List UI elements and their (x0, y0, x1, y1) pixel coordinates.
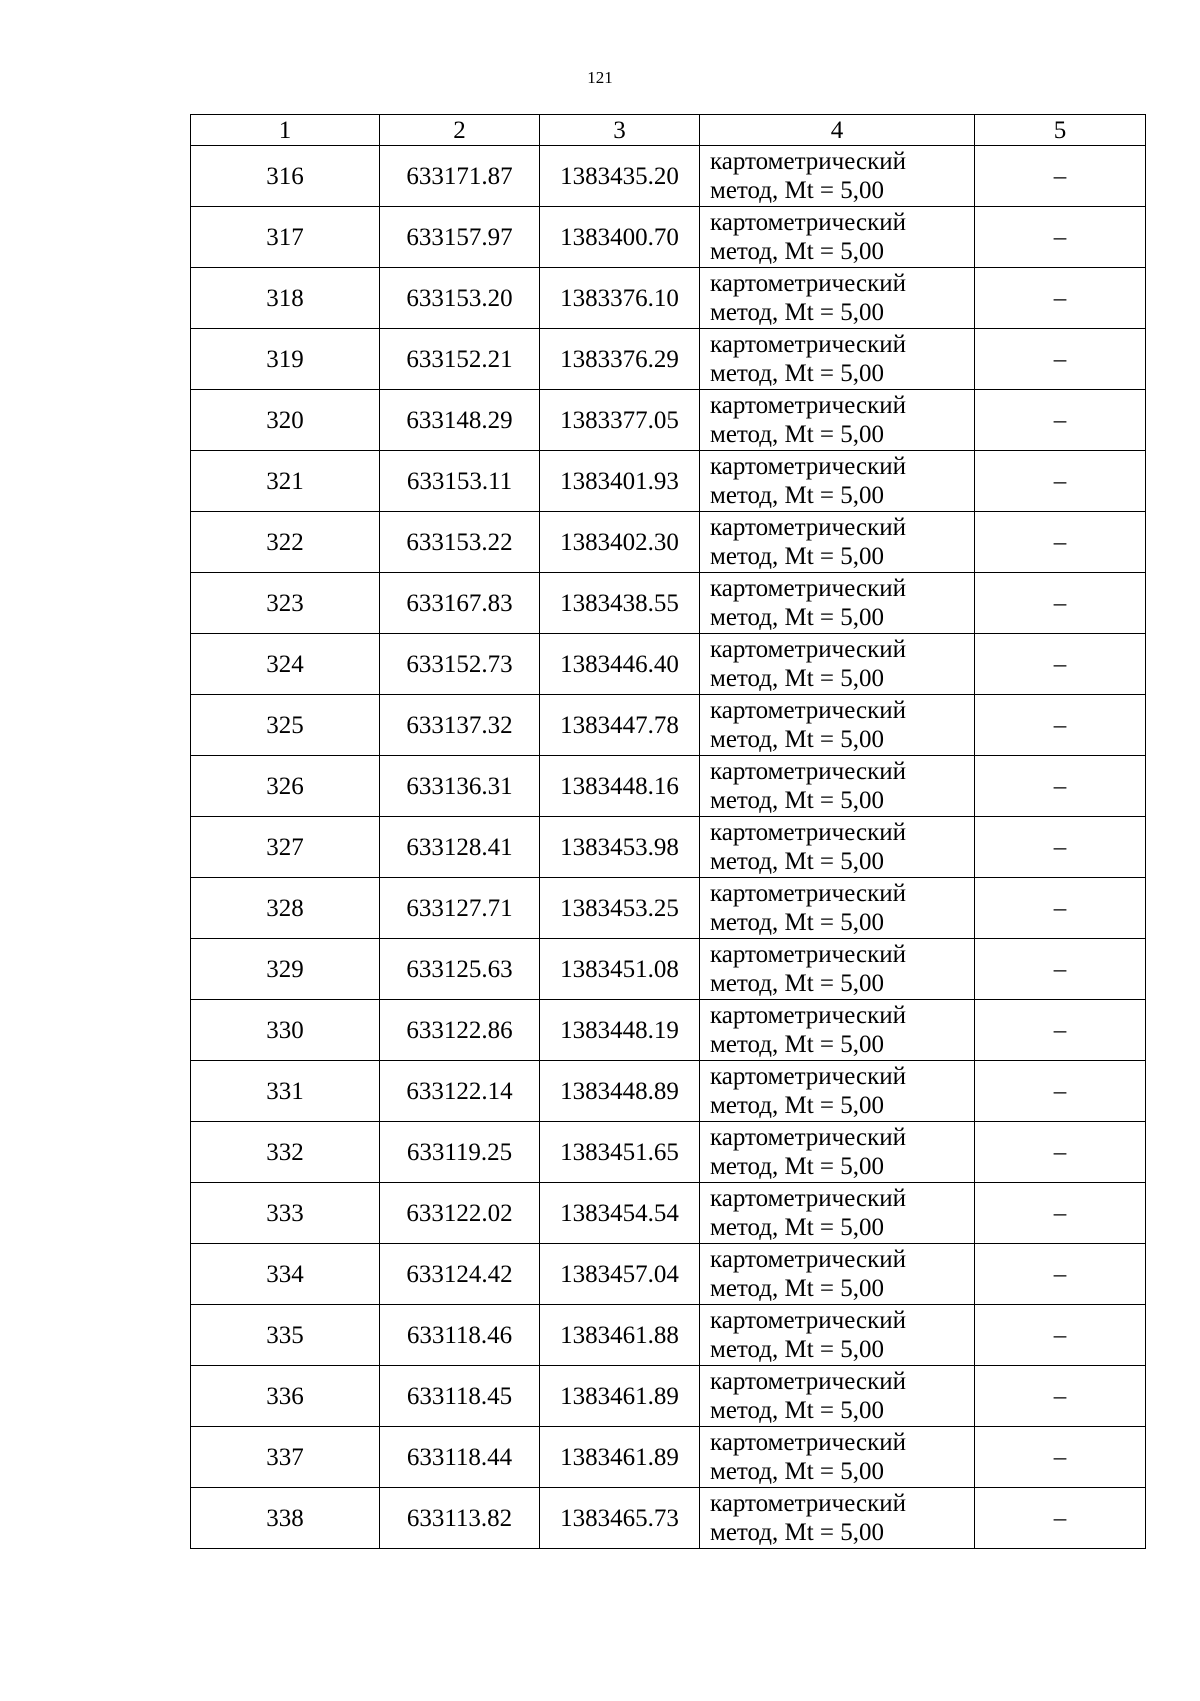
method-line-1: картометрический (710, 270, 906, 297)
method-cell (700, 573, 975, 634)
x-coordinate-cell: 633122.86 (380, 1000, 540, 1061)
point-number-cell: 324 (191, 634, 380, 695)
table-row (191, 573, 1146, 634)
note-cell: – (975, 268, 1146, 329)
note-cell: – (975, 146, 1146, 207)
method-cell (700, 207, 975, 268)
method-line-2: метод, Mt = 5,00 (710, 543, 885, 570)
method-line-2: метод, Mt = 5,00 (710, 848, 885, 875)
table-row (191, 1366, 1146, 1427)
method-cell (700, 695, 975, 756)
method-line-2: метод, Mt = 5,00 (710, 1458, 885, 1485)
column-header: 3 (540, 115, 700, 146)
note-cell: – (975, 1061, 1146, 1122)
point-number-cell: 320 (191, 390, 380, 451)
table-row (191, 695, 1146, 756)
x-coordinate-cell: 633124.42 (380, 1244, 540, 1305)
point-number-cell: 319 (191, 329, 380, 390)
method-cell (700, 1000, 975, 1061)
y-coordinate-cell: 1383451.08 (540, 939, 700, 1000)
y-coordinate-cell: 1383448.19 (540, 1000, 700, 1061)
y-coordinate-cell: 1383465.73 (540, 1488, 700, 1549)
note-cell: – (975, 878, 1146, 939)
note-cell: – (975, 512, 1146, 573)
table-header-row (191, 115, 1146, 146)
note-cell: – (975, 634, 1146, 695)
method-line-1: картометрический (710, 453, 906, 480)
y-coordinate-cell: 1383377.05 (540, 390, 700, 451)
x-coordinate-cell: 633171.87 (380, 146, 540, 207)
x-coordinate-cell: 633127.71 (380, 878, 540, 939)
point-number-cell: 326 (191, 756, 380, 817)
method-cell (700, 939, 975, 1000)
x-coordinate-cell: 633152.21 (380, 329, 540, 390)
table-row (191, 817, 1146, 878)
table-body (191, 146, 1146, 1549)
method-cell (700, 634, 975, 695)
y-coordinate-cell: 1383448.89 (540, 1061, 700, 1122)
x-coordinate-cell: 633118.44 (380, 1427, 540, 1488)
point-number-cell: 323 (191, 573, 380, 634)
method-cell (700, 1366, 975, 1427)
method-line-2: метод, Mt = 5,00 (710, 1336, 885, 1363)
point-number-cell: 333 (191, 1183, 380, 1244)
note-cell: – (975, 1427, 1146, 1488)
table-row (191, 146, 1146, 207)
y-coordinate-cell: 1383451.65 (540, 1122, 700, 1183)
method-line-2: метод, Mt = 5,00 (710, 604, 885, 631)
column-header: 5 (975, 115, 1146, 146)
x-coordinate-cell: 633128.41 (380, 817, 540, 878)
note-cell: – (975, 1305, 1146, 1366)
method-line-1: картометрический (710, 1429, 906, 1456)
note-cell: – (975, 451, 1146, 512)
method-line-1: картометрический (710, 880, 906, 907)
note-cell: – (975, 756, 1146, 817)
point-number-cell: 321 (191, 451, 380, 512)
table-row (191, 512, 1146, 573)
method-cell (700, 512, 975, 573)
x-coordinate-cell: 633119.25 (380, 1122, 540, 1183)
point-number-cell: 316 (191, 146, 380, 207)
method-line-1: картометрический (710, 1307, 906, 1334)
table-row (191, 207, 1146, 268)
point-number-cell: 325 (191, 695, 380, 756)
point-number-cell: 337 (191, 1427, 380, 1488)
table-row (191, 1244, 1146, 1305)
coordinates-table (190, 114, 1146, 1549)
note-cell: – (975, 390, 1146, 451)
point-number-cell: 336 (191, 1366, 380, 1427)
y-coordinate-cell: 1383461.89 (540, 1366, 700, 1427)
x-coordinate-cell: 633122.02 (380, 1183, 540, 1244)
method-line-1: картометрический (710, 1124, 906, 1151)
method-cell (700, 146, 975, 207)
method-line-2: метод, Mt = 5,00 (710, 1031, 885, 1058)
y-coordinate-cell: 1383435.20 (540, 146, 700, 207)
table-row (191, 756, 1146, 817)
method-line-2: метод, Mt = 5,00 (710, 909, 885, 936)
x-coordinate-cell: 633167.83 (380, 573, 540, 634)
table-row (191, 329, 1146, 390)
note-cell: – (975, 1244, 1146, 1305)
x-coordinate-cell: 633118.45 (380, 1366, 540, 1427)
method-line-2: метод, Mt = 5,00 (710, 1519, 885, 1546)
method-line-1: картометрический (710, 1063, 906, 1090)
method-line-1: картометрический (710, 514, 906, 541)
method-line-2: метод, Mt = 5,00 (710, 482, 885, 509)
note-cell: – (975, 939, 1146, 1000)
column-header: 2 (380, 115, 540, 146)
table-row (191, 268, 1146, 329)
table-row (191, 634, 1146, 695)
x-coordinate-cell: 633122.14 (380, 1061, 540, 1122)
point-number-cell: 331 (191, 1061, 380, 1122)
note-cell: – (975, 817, 1146, 878)
method-line-1: картометрический (710, 1368, 906, 1395)
method-line-1: картометрический (710, 636, 906, 663)
method-line-2: метод, Mt = 5,00 (710, 665, 885, 692)
method-cell (700, 1305, 975, 1366)
note-cell: – (975, 695, 1146, 756)
y-coordinate-cell: 1383454.54 (540, 1183, 700, 1244)
method-cell (700, 1122, 975, 1183)
table-row (191, 1427, 1146, 1488)
point-number-cell: 329 (191, 939, 380, 1000)
method-line-1: картометрический (710, 392, 906, 419)
y-coordinate-cell: 1383400.70 (540, 207, 700, 268)
note-cell: – (975, 1366, 1146, 1427)
method-cell (700, 1488, 975, 1549)
point-number-cell: 328 (191, 878, 380, 939)
y-coordinate-cell: 1383401.93 (540, 451, 700, 512)
note-cell: – (975, 1183, 1146, 1244)
table-row (191, 451, 1146, 512)
y-coordinate-cell: 1383376.10 (540, 268, 700, 329)
note-cell: – (975, 1122, 1146, 1183)
y-coordinate-cell: 1383453.98 (540, 817, 700, 878)
table-row (191, 1305, 1146, 1366)
method-line-1: картометрический (710, 1490, 906, 1517)
column-header: 1 (191, 115, 380, 146)
note-cell: – (975, 207, 1146, 268)
method-line-1: картометрический (710, 209, 906, 236)
method-line-1: картометрический (710, 819, 906, 846)
method-line-1: картометрический (710, 1002, 906, 1029)
method-cell (700, 451, 975, 512)
point-number-cell: 318 (191, 268, 380, 329)
x-coordinate-cell: 633153.11 (380, 451, 540, 512)
method-line-1: картометрический (710, 941, 906, 968)
point-number-cell: 327 (191, 817, 380, 878)
note-cell: – (975, 573, 1146, 634)
column-header: 4 (700, 115, 975, 146)
method-cell (700, 329, 975, 390)
x-coordinate-cell: 633153.20 (380, 268, 540, 329)
method-line-1: картометрический (710, 1246, 906, 1273)
method-line-1: картометрический (710, 331, 906, 358)
point-number-cell: 332 (191, 1122, 380, 1183)
y-coordinate-cell: 1383402.30 (540, 512, 700, 573)
table-row (191, 1122, 1146, 1183)
method-cell (700, 390, 975, 451)
point-number-cell: 322 (191, 512, 380, 573)
y-coordinate-cell: 1383438.55 (540, 573, 700, 634)
method-line-2: метод, Mt = 5,00 (710, 238, 885, 265)
method-cell (700, 1244, 975, 1305)
point-number-cell: 335 (191, 1305, 380, 1366)
table-row (191, 1000, 1146, 1061)
table-row (191, 390, 1146, 451)
y-coordinate-cell: 1383461.89 (540, 1427, 700, 1488)
point-number-cell: 330 (191, 1000, 380, 1061)
method-cell (700, 817, 975, 878)
y-coordinate-cell: 1383453.25 (540, 878, 700, 939)
x-coordinate-cell: 633125.63 (380, 939, 540, 1000)
method-cell (700, 1183, 975, 1244)
page-number: 121 (587, 68, 613, 87)
method-cell (700, 1061, 975, 1122)
method-line-2: метод, Mt = 5,00 (710, 1397, 885, 1424)
note-cell: – (975, 1488, 1146, 1549)
y-coordinate-cell: 1383448.16 (540, 756, 700, 817)
method-line-1: картометрический (710, 575, 906, 602)
method-line-2: метод, Mt = 5,00 (710, 1275, 885, 1302)
x-coordinate-cell: 633152.73 (380, 634, 540, 695)
method-line-2: метод, Mt = 5,00 (710, 1153, 885, 1180)
method-line-2: метод, Mt = 5,00 (710, 177, 885, 204)
note-cell: – (975, 1000, 1146, 1061)
y-coordinate-cell: 1383461.88 (540, 1305, 700, 1366)
method-line-2: метод, Mt = 5,00 (710, 726, 885, 753)
x-coordinate-cell: 633118.46 (380, 1305, 540, 1366)
x-coordinate-cell: 633136.31 (380, 756, 540, 817)
method-cell (700, 1427, 975, 1488)
x-coordinate-cell: 633137.32 (380, 695, 540, 756)
y-coordinate-cell: 1383457.04 (540, 1244, 700, 1305)
method-line-1: картометрический (710, 697, 906, 724)
point-number-cell: 338 (191, 1488, 380, 1549)
point-number-cell: 334 (191, 1244, 380, 1305)
point-number-cell: 317 (191, 207, 380, 268)
method-line-2: метод, Mt = 5,00 (710, 1214, 885, 1241)
table-row (191, 1488, 1146, 1549)
method-line-2: метод, Mt = 5,00 (710, 421, 885, 448)
method-line-2: метод, Mt = 5,00 (710, 299, 885, 326)
x-coordinate-cell: 633148.29 (380, 390, 540, 451)
table-row (191, 1061, 1146, 1122)
y-coordinate-cell: 1383447.78 (540, 695, 700, 756)
method-line-2: метод, Mt = 5,00 (710, 1092, 885, 1119)
table-row (191, 878, 1146, 939)
method-line-1: картометрический (710, 1185, 906, 1212)
method-line-2: метод, Mt = 5,00 (710, 970, 885, 997)
y-coordinate-cell: 1383446.40 (540, 634, 700, 695)
x-coordinate-cell: 633157.97 (380, 207, 540, 268)
method-cell (700, 878, 975, 939)
method-line-2: метод, Mt = 5,00 (710, 360, 885, 387)
note-cell: – (975, 329, 1146, 390)
table-row (191, 1183, 1146, 1244)
method-cell (700, 756, 975, 817)
table-row (191, 939, 1146, 1000)
method-cell (700, 268, 975, 329)
method-line-2: метод, Mt = 5,00 (710, 787, 885, 814)
y-coordinate-cell: 1383376.29 (540, 329, 700, 390)
x-coordinate-cell: 633113.82 (380, 1488, 540, 1549)
method-line-1: картометрический (710, 148, 906, 175)
x-coordinate-cell: 633153.22 (380, 512, 540, 573)
method-line-1: картометрический (710, 758, 906, 785)
